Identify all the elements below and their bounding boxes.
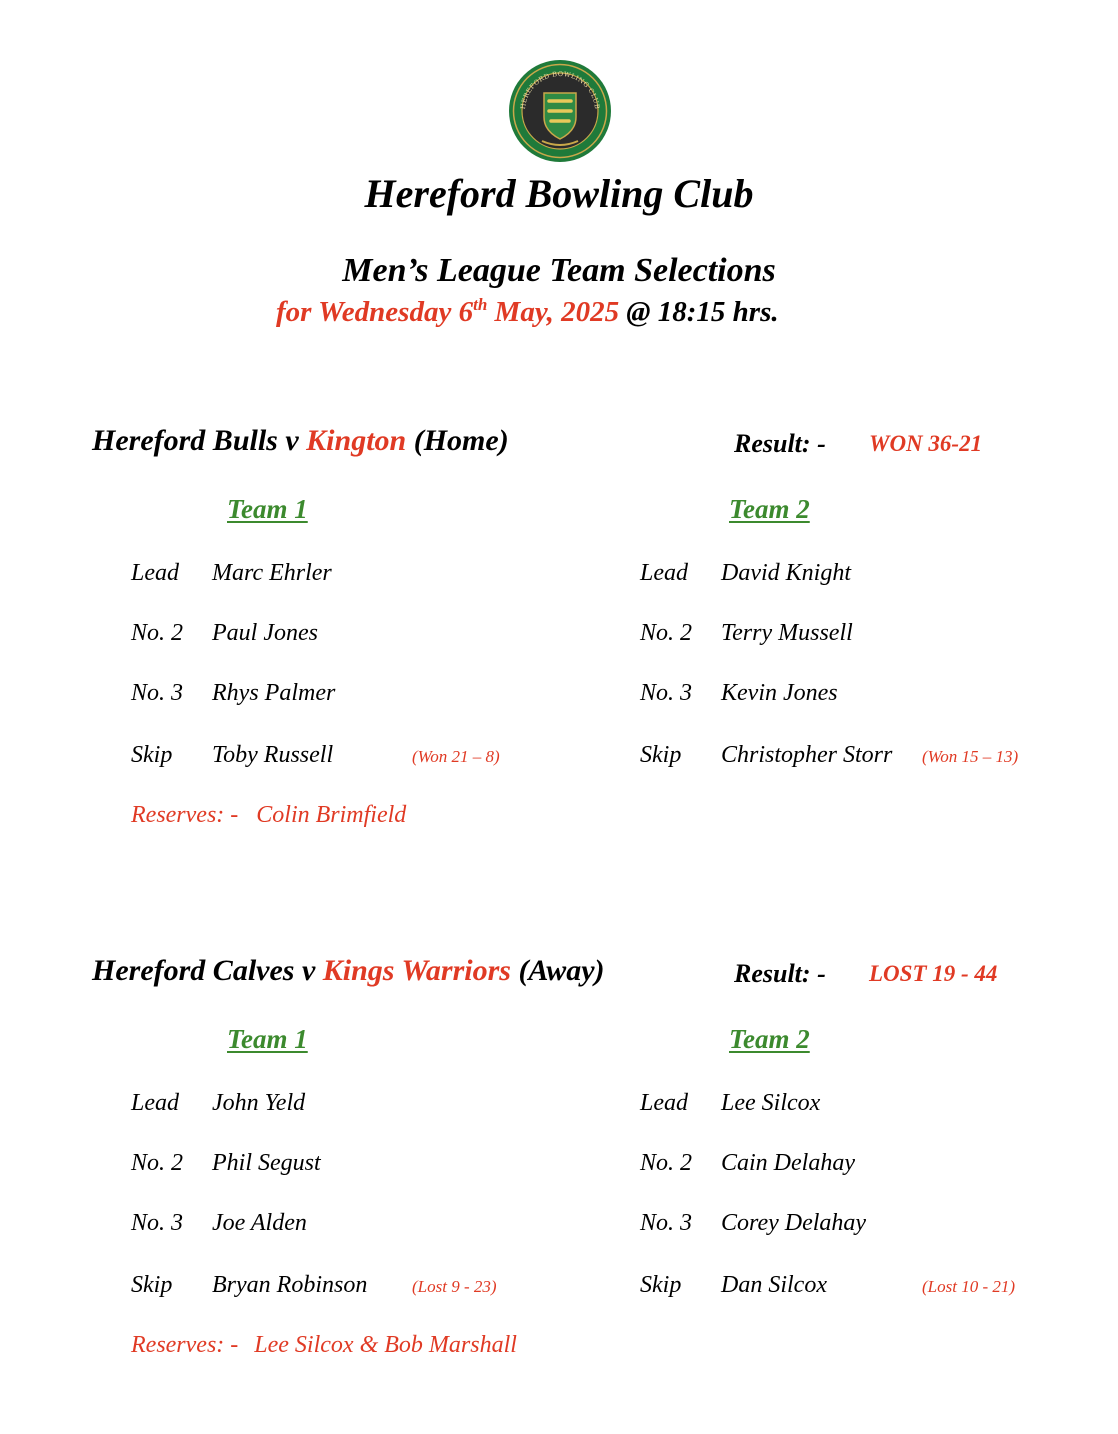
player-position: No. 3 <box>131 680 184 706</box>
result-label: Result: - <box>734 429 826 458</box>
player-name: Corey Delahay <box>721 1210 867 1236</box>
match-2-heading <box>92 954 605 988</box>
player-position: Lead <box>131 1090 179 1116</box>
reserves-label: Reserves: - <box>131 1332 239 1358</box>
player-position: No. 3 <box>640 680 693 706</box>
home-team: Hereford Calves v <box>92 954 323 987</box>
player-name: Toby Russell <box>212 742 334 768</box>
date-ordinal: th <box>473 295 488 314</box>
player-position: No. 2 <box>640 1150 693 1176</box>
player-position: Skip <box>131 1272 173 1298</box>
player-name: Cain Delahay <box>721 1150 855 1176</box>
match-result: WON 36-21 <box>869 431 983 456</box>
rink-score: (Lost 9 - 23) <box>412 1277 497 1296</box>
player-name: Marc Ehrler <box>212 560 332 586</box>
reserves <box>131 1332 517 1359</box>
fixture-date <box>276 296 779 329</box>
reserves-names: Colin Brimfield <box>256 802 407 828</box>
player-position: Lead <box>640 560 688 586</box>
player-name: Paul Jones <box>212 620 318 646</box>
logo-text: HEREFORD BOWLING CLUB <box>518 69 602 110</box>
player-name: Phil Segust <box>212 1150 321 1176</box>
player-name: John Yeld <box>212 1090 306 1116</box>
player-position: No. 2 <box>131 620 184 646</box>
club-title: Hereford Bowling Club <box>364 171 754 216</box>
player-position: No. 2 <box>640 620 693 646</box>
team-heading: Team 2 <box>729 1024 810 1054</box>
player-position: Lead <box>640 1090 688 1116</box>
player-name: Christopher Storr <box>721 742 893 768</box>
player-position: Skip <box>640 742 682 768</box>
player-position: Lead <box>131 560 179 586</box>
result-label: Result: - <box>734 959 826 988</box>
player-name: Rhys Palmer <box>212 680 336 706</box>
date-prefix: for Wednesday 6 <box>276 296 474 328</box>
match-1-heading <box>92 424 509 458</box>
team-heading: Team 1 <box>227 1024 308 1054</box>
team-heading: Team 2 <box>729 494 810 524</box>
date-suffix: May, 2025 <box>487 296 620 328</box>
player-name: Terry Mussell <box>721 620 853 646</box>
rink-score: (Won 15 – 13) <box>922 747 1019 766</box>
opponent: Kington <box>306 424 407 457</box>
reserves-names: Lee Silcox & Bob Marshall <box>254 1332 517 1358</box>
player-name: David Knight <box>721 560 851 586</box>
reserves-label: Reserves: - <box>131 802 239 828</box>
match-result: LOST 19 - 44 <box>869 961 998 986</box>
opponent: Kings Warriors <box>322 954 511 987</box>
player-name: Bryan Robinson <box>212 1272 368 1298</box>
page-subtitle: Men’s League Team Selections <box>342 252 776 289</box>
player-name: Joe Alden <box>212 1210 307 1236</box>
venue: (Home) <box>406 424 509 457</box>
player-name: Kevin Jones <box>721 680 838 706</box>
player-position: No. 2 <box>131 1150 184 1176</box>
player-position: Skip <box>640 1272 682 1298</box>
rink-score: (Won 21 – 8) <box>412 747 500 766</box>
player-name: Lee Silcox <box>721 1090 821 1116</box>
reserves <box>131 802 406 829</box>
player-position: Skip <box>131 742 173 768</box>
fixture-time: @ 18:15 hrs. <box>619 296 779 328</box>
player-position: No. 3 <box>131 1210 184 1236</box>
player-position: No. 3 <box>640 1210 693 1236</box>
team-heading: Team 1 <box>227 494 308 524</box>
club-logo <box>508 59 612 163</box>
rink-score: (Lost 10 - 21) <box>922 1277 1016 1296</box>
home-team: Hereford Bulls v <box>92 424 307 457</box>
venue: (Away) <box>510 954 605 987</box>
player-name: Dan Silcox <box>721 1272 827 1298</box>
